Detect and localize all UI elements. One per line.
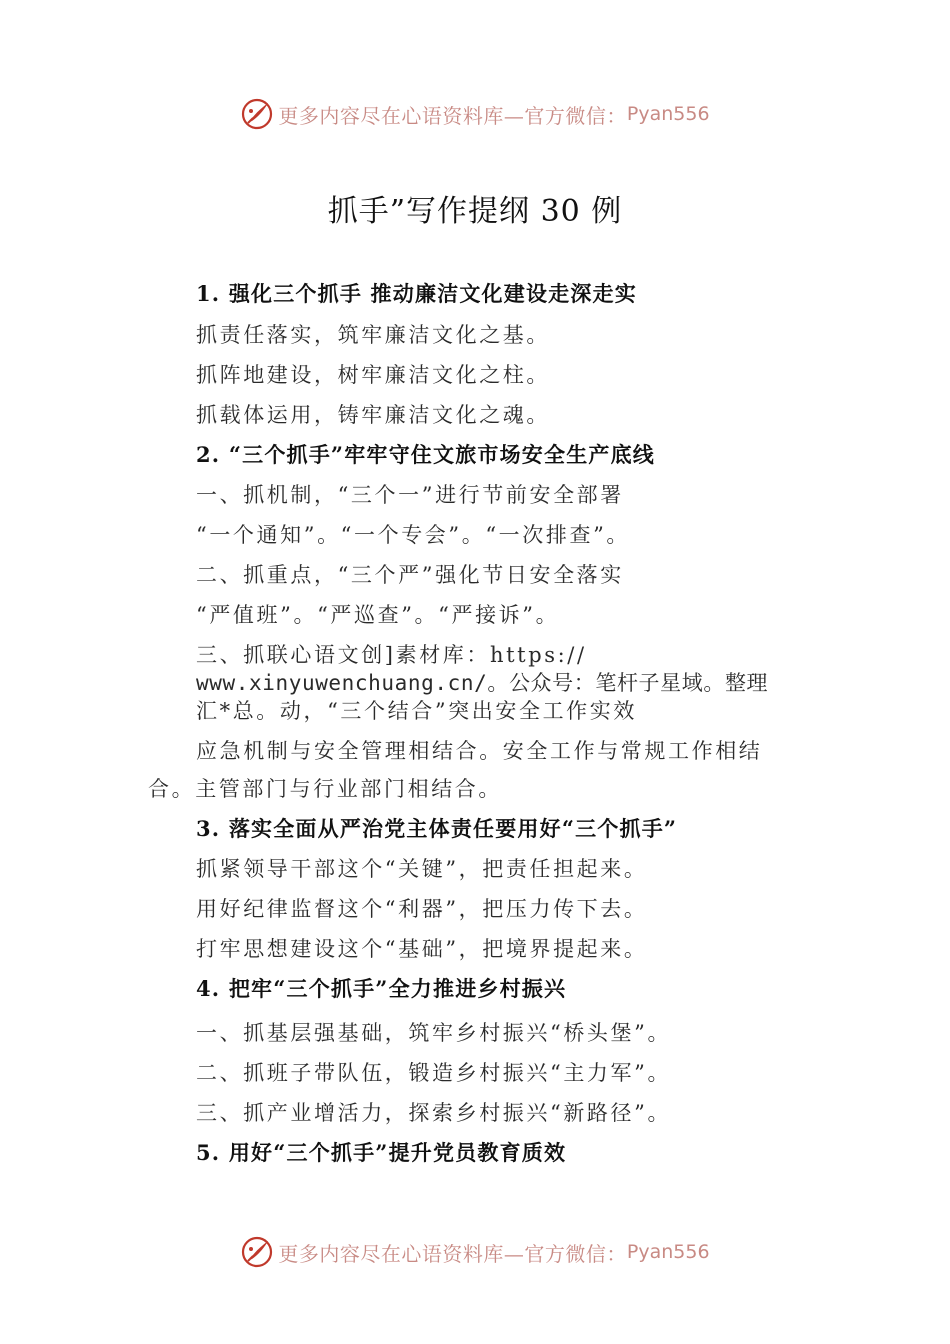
body-line: 二、抓班子带队伍，锻造乡村振兴“主力军”。 [196,1061,672,1085]
body-line: “一个通知”。“一个专会”。“一次排查”。 [196,523,631,547]
section-heading: 1. 强化三个抓手 推动廉洁文化建设走深走实 [196,281,637,306]
body-line: 三、抓联心语文创]素材库：https:// [196,643,587,667]
header-watermark [0,94,950,134]
watermark-text: 更多内容尽在心语资料库—官方微信： [278,103,627,128]
body-line: 抓阵地建设，树牢廉洁文化之柱。 [196,363,550,387]
body-line: 合。主管部门与行业部门相结合。 [148,777,502,801]
body-line-url: www.xinyuwenchuang.cn/。公众号：笔杆子星域。整理 [196,671,769,695]
document-title: 抓手”写作提纲 30 例 [327,194,623,229]
body-line: 抓责任落实，筑牢廉洁文化之基。 [196,323,550,347]
section-heading: 3. 落实全面从严治党主体责任要用好“三个抓手” [196,816,678,841]
body-line: 用好纪律监督这个“利器”，把压力传下去。 [196,897,648,921]
body-line: “严值班”。“严巡查”。“严接诉”。 [196,603,560,627]
watermark-wechat-id: Pyan556 [626,1241,710,1263]
watermark-text: 更多内容尽在心语资料库—官方微信： [278,1241,627,1266]
section-heading: 5. 用好“三个抓手”提升党员教育质效 [196,1140,567,1165]
body-line: 打牢思想建设这个“基础”，把境界提起来。 [196,937,648,961]
quill-logo-icon [240,1235,274,1269]
body-line: 一、抓基层强基础，筑牢乡村振兴“桥头堡”。 [196,1021,672,1045]
section-heading: 2. “三个抓手”牢牢守住文旅市场安全生产底线 [196,442,655,467]
watermark-wechat-id: Pyan556 [626,103,710,125]
body-line: 二、抓重点，“三个严”强化节日安全落实 [196,563,624,587]
body-line: 一、抓机制，“三个一”进行节前安全部署 [196,483,624,507]
body-line: 抓载体运用，铸牢廉洁文化之魂。 [196,403,550,427]
footer-watermark [0,1232,950,1272]
document-body [0,280,950,1165]
body-line: 汇*总。动，“三个结合”突出安全工作实效 [196,699,637,723]
body-line: 三、抓产业增活力，探索乡村振兴“新路径”。 [196,1101,672,1125]
body-line: 应急机制与安全管理相结合。安全工作与常规工作相结 [196,739,763,763]
section-heading: 4. 把牢“三个抓手”全力推进乡村振兴 [196,976,567,1001]
body-line: 抓紧领导干部这个“关键”，把责任担起来。 [196,857,648,881]
quill-logo-icon [240,97,274,131]
